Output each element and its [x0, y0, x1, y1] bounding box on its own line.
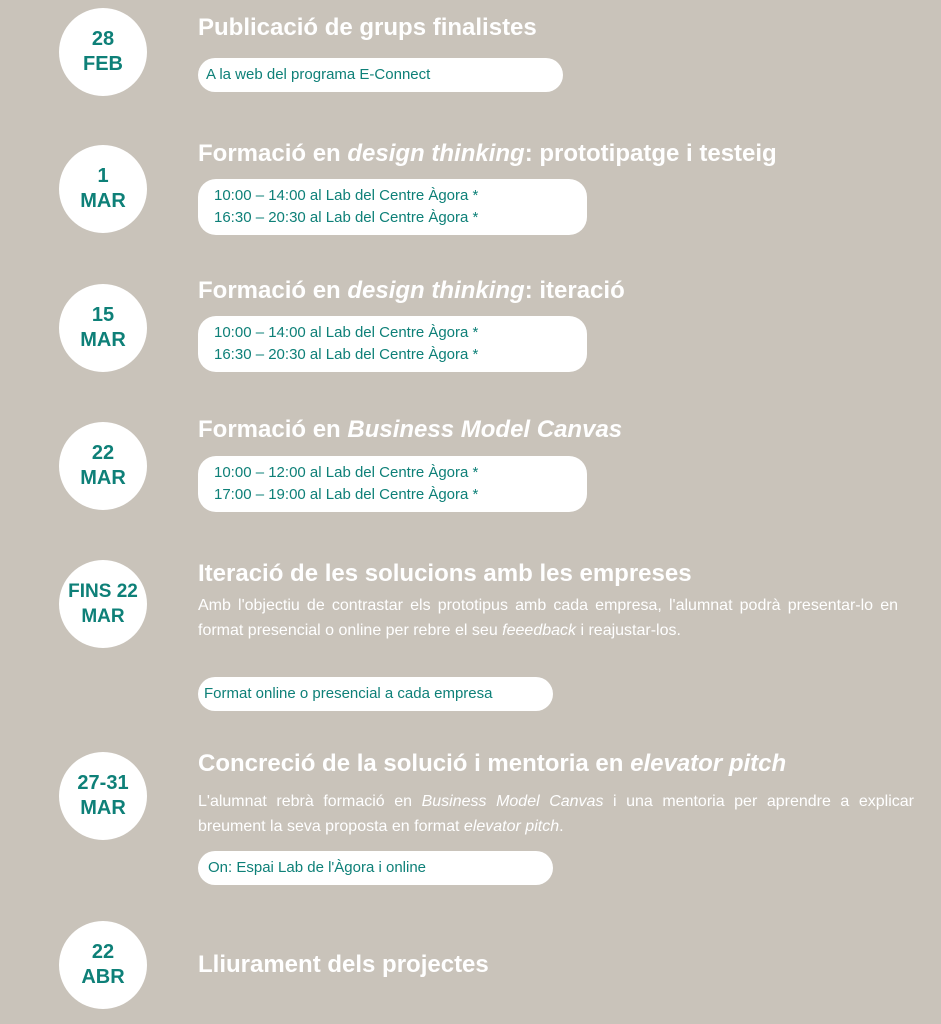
- detail-line[interactable]: A la web del programa E-Connect: [206, 66, 431, 83]
- title-text-end: : prototipatge i testeig: [524, 140, 777, 167]
- event-description: [198, 789, 914, 839]
- event-details: [198, 851, 553, 885]
- event-title: [198, 277, 625, 305]
- event-details: [198, 316, 587, 372]
- detail-line: 16:30 – 20:30 al Lab del Centre Àgora *: [214, 346, 479, 363]
- title-text: Formació en: [198, 277, 348, 304]
- description-text-mid: i una mentoria per aprendre a explicar breument la seva proposta en format: [198, 793, 915, 835]
- date-badge: [59, 422, 147, 510]
- date-month: MAR: [81, 606, 125, 627]
- detail-line: 16:30 – 20:30 al Lab del Centre Àgora *: [214, 209, 479, 226]
- event-title: [198, 140, 777, 168]
- date-day: 28: [91, 28, 115, 50]
- date-badge: [59, 284, 147, 372]
- event-details: [198, 58, 563, 92]
- date-month: MAR: [80, 329, 126, 351]
- detail-line: 10:00 – 12:00 al Lab del Centre Àgora *: [214, 464, 479, 481]
- description-text: Amb l'objectiu de contrastar els prototipus amb cada empresa, l'alumnat podrà presentar-lo en format presencial o online per rebre el seu: [198, 597, 898, 639]
- date-month: MAR: [80, 190, 126, 212]
- date-month: ABR: [81, 966, 125, 988]
- event-details: [198, 456, 587, 512]
- detail-line: On: Espai Lab de l'Àgora i online: [208, 859, 427, 876]
- detail-line: 10:00 – 14:00 al Lab del Centre Àgora *: [214, 324, 479, 341]
- description-text-end: .: [559, 818, 564, 835]
- date-day: 22: [91, 442, 115, 464]
- event-title: Iteració de les solucions amb les empreses: [198, 560, 692, 587]
- date-day: FINS 22: [68, 581, 138, 602]
- date-day: 1: [97, 165, 109, 187]
- date-month: MAR: [80, 467, 126, 489]
- date-badge: [59, 8, 147, 96]
- title-text: Concreció de la solució i mentoria en: [198, 750, 631, 777]
- detail-line: 10:00 – 14:00 al Lab del Centre Àgora *: [214, 187, 479, 204]
- detail-line: Format online o presencial a cada empresa: [204, 685, 493, 702]
- date-day: 22: [91, 941, 115, 963]
- event-details: [198, 179, 587, 235]
- title-text: Formació en: [198, 416, 348, 443]
- description-emphasis-2: elevator pitch: [463, 818, 560, 835]
- title-text: Formació en: [198, 140, 348, 167]
- description-text: L'alumnat rebrà formació en: [198, 793, 422, 810]
- title-emphasis: Business Model Canvas: [347, 416, 623, 443]
- event-title: Lliurament dels projectes: [198, 951, 489, 978]
- title-emphasis: design thinking: [347, 140, 525, 167]
- event-description: [198, 593, 898, 643]
- date-month: MAR: [80, 797, 126, 819]
- title-emphasis: design thinking: [347, 277, 525, 304]
- detail-line: 17:00 – 19:00 al Lab del Centre Àgora *: [214, 486, 479, 503]
- event-title: [198, 416, 622, 444]
- date-badge: [59, 921, 147, 1009]
- description-emphasis: Business Model Canvas: [421, 793, 604, 810]
- event-title: Publicació de grups finalistes: [198, 14, 537, 41]
- date-day: 27-31: [77, 772, 129, 794]
- event-details: [198, 677, 553, 711]
- event-title: [198, 750, 786, 778]
- date-badge: [59, 752, 147, 840]
- title-text-end: : iteració: [524, 277, 625, 304]
- date-badge: [59, 145, 147, 233]
- description-text-end: i reajustar-los.: [576, 622, 681, 639]
- description-emphasis: feeedback: [502, 622, 577, 639]
- title-emphasis: elevator pitch: [630, 750, 787, 777]
- date-day: 15: [91, 304, 115, 326]
- date-month: FEB: [83, 53, 123, 75]
- date-badge: [59, 560, 147, 648]
